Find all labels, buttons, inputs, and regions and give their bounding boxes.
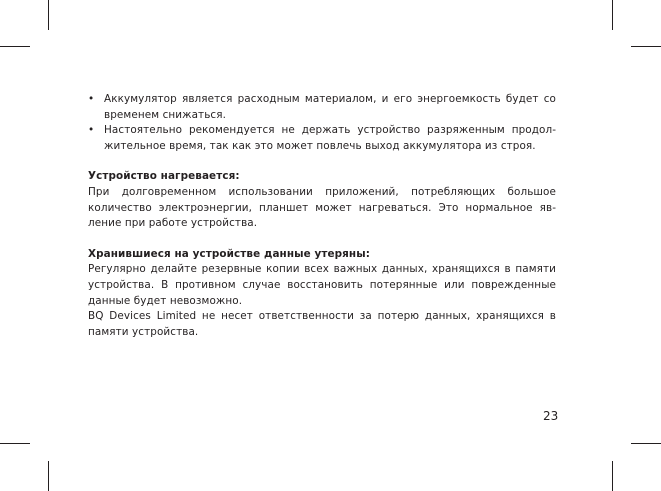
paragraph: Регулярно делайте резервные копии всех важных данных, хранящихся в памяти устройства. В противном случае восстановить потерянные или поврежденные данные будет невозможно. — [88, 263, 556, 307]
list-item-text: Настоятельно рекомендуется не держать устройство разряженным продолжительное время, так как это может повлечь выход аккумулятора из строя. — [104, 124, 556, 152]
paragraph: BQ Devices Limited не несет ответственности за потерю данных, хранящихся в памяти устройства. — [88, 310, 556, 338]
bullet-list — [88, 92, 556, 154]
crop-mark — [48, 461, 49, 491]
page-number: 23 — [543, 409, 559, 423]
crop-mark — [612, 0, 613, 30]
section-data-loss — [88, 247, 556, 341]
list-item — [88, 123, 556, 154]
paragraph: При долговременном использовании приложений, потребляющих большое количество электроэнергии, планшет может нагреваться. Это нормальное явление при работе устройства. — [88, 185, 556, 230]
crop-mark — [631, 46, 661, 47]
crop-mark — [0, 443, 30, 444]
bullet-icon: • — [88, 93, 95, 105]
section-overheating — [88, 169, 556, 231]
list-item — [88, 92, 556, 123]
crop-mark — [0, 46, 30, 47]
bullet-icon: • — [88, 124, 95, 137]
crop-mark — [631, 443, 661, 444]
section-heading: Устройство нагревается: — [88, 170, 240, 183]
section-heading: Хранившиеся на устройстве данные утеряны: — [88, 247, 370, 260]
list-item-text: Аккумулятор является расходным материалом, и его энергоемкость будет со временем снижаться. — [104, 93, 556, 121]
page-content — [88, 92, 556, 340]
crop-mark — [48, 0, 49, 30]
crop-mark — [612, 461, 613, 491]
